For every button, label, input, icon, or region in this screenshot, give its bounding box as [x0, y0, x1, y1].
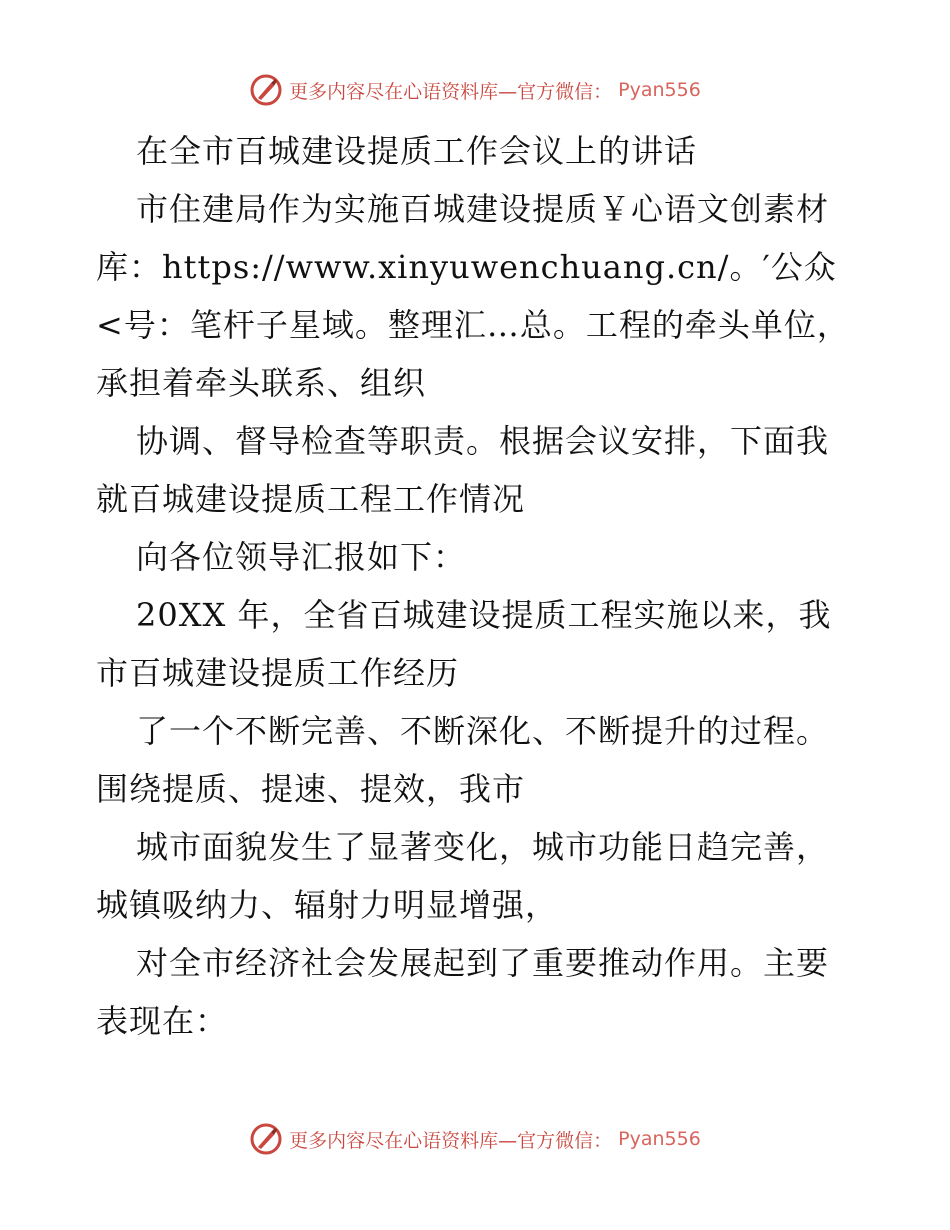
- banner-text: 更多内容尽在心语资料库—官方微信：: [289, 80, 613, 103]
- paragraph: 城市面貌发生了显著变化，城市功能日趋完善，城镇吸纳力、辐射力明显增强，: [96, 828, 830, 924]
- pen-logo-icon: [249, 1122, 283, 1156]
- banner-text: 更多内容尽在心语资料库—官方微信：: [289, 1129, 613, 1152]
- paragraph: 对全市经济社会发展起到了重要推动作用。主要表现在：: [96, 944, 830, 1040]
- paragraph: 向各位领导汇报如下：: [136, 538, 467, 576]
- document-body: [96, 122, 856, 1050]
- footer-banner: [0, 1119, 950, 1159]
- banner-wechat-id: Pyan556: [618, 1128, 701, 1150]
- paragraph: 市住建局作为实施百城建设提质￥心语文创素材库：https://www.xinyuwenchuang.cn/。′公众<号：笔杆子星域。整理汇…总。工程的牵头单位，承担着牵头联系、组织: [96, 190, 850, 402]
- pen-logo-icon: [249, 73, 283, 107]
- document-title: 在全市百城建设提质工作会议上的讲话: [136, 132, 698, 170]
- paragraph: 协调、督导检查等职责。根据会议安排，下面我就百城建设提质工程工作情况: [96, 422, 830, 518]
- header-banner: [0, 70, 950, 110]
- paragraph: 了一个不断完善、不断深化、不断提升的过程。围绕提质、提速、提效，我市: [96, 712, 830, 808]
- banner-wechat-id: Pyan556: [618, 79, 701, 101]
- paragraph: 20XX 年，全省百城建设提质工程实施以来，我市百城建设提质工作经历: [96, 596, 832, 692]
